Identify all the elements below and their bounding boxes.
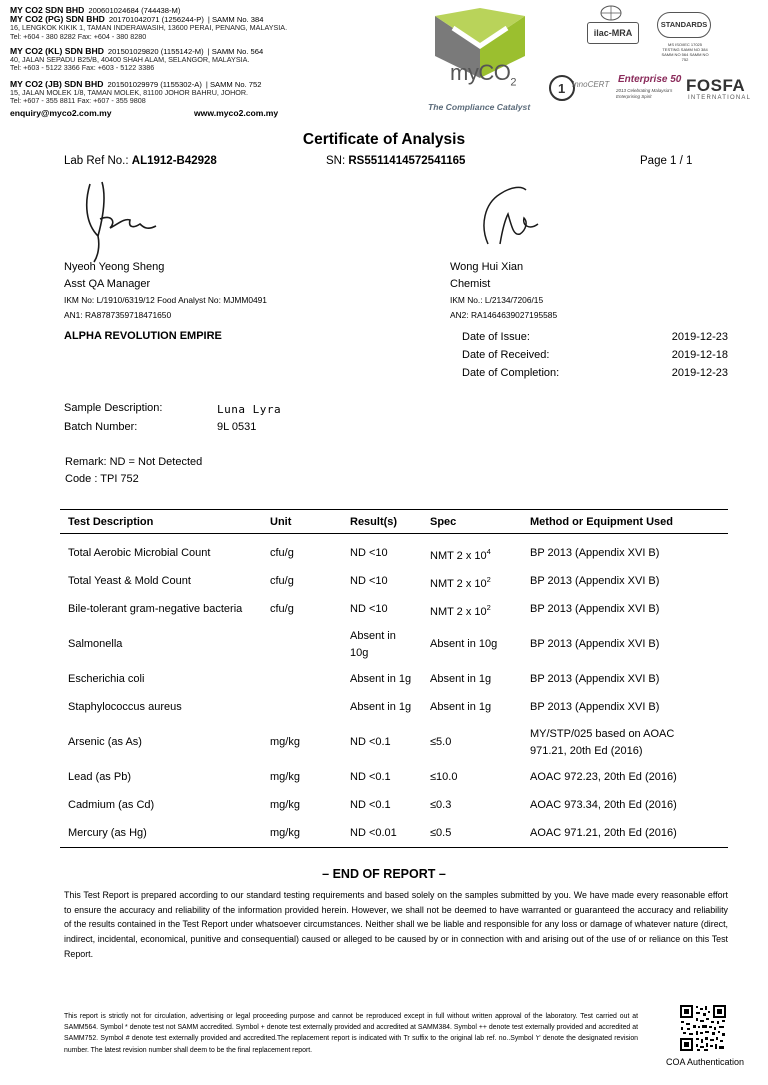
signatory-2-an: AN2: RA1464639027195585 (450, 310, 558, 320)
cell-spec: ≤0.3 (430, 799, 452, 811)
date-label: Date of Issue: (462, 331, 530, 343)
logo-tagline: The Compliance Catalyst (428, 102, 531, 112)
signatory-1-name: Nyeoh Yeong Sheng (64, 261, 165, 273)
cell-method: MY/STP/025 based on AOAC 971.21, 20th Ed (2016) (530, 727, 675, 757)
cell-unit: cfu/g (270, 575, 294, 587)
cell-method: AOAC 971.21, 20th Ed (2016) (530, 826, 677, 839)
standards-accreditation-text: MS ISO/IEC 17025 TESTING SAMM NO 384 SAMM NO 564 SAMM NO 752 (661, 42, 709, 62)
end-of-report: – END OF REPORT – (322, 867, 446, 881)
cell-spec (422, 568, 522, 596)
spec-text: NMT 2 x 10 (430, 605, 487, 618)
sn-value: RS5511414572541165 (348, 155, 466, 167)
table-row (60, 624, 728, 666)
cell-spec: ≤0.5 (430, 826, 452, 839)
cell-result: ND <0.1 (350, 799, 391, 811)
cell-desc: Salmonella (68, 638, 123, 650)
results-table (60, 509, 728, 848)
company-samm: | SAMM No. 752 (205, 80, 262, 89)
cell-result: ND <10 (350, 547, 388, 560)
date-row (462, 364, 728, 382)
dates-table (462, 328, 728, 382)
contact-website[interactable]: www.myco2.com.my (194, 108, 279, 118)
enterprise-50-subtext: 2013 Celebrating Malaysia's Enterprising Spirit (616, 88, 673, 99)
signature-1 (70, 174, 170, 264)
contact-email[interactable]: enquiry@myco2.com.my (10, 108, 112, 118)
company-address: 16, LENGKOK KIKIK 1, TAMAN INDERAWASIH, 13600 PERAI, PENANG, MALAYSIA. (10, 23, 288, 33)
cell-desc: Cadmium (as Cd) (68, 799, 155, 811)
table-row (60, 534, 728, 568)
serial-number (326, 155, 465, 167)
company-tel: Tel: +607 - 355 8811 Fax: +607 - 355 9808 (10, 96, 146, 106)
cell-spec: ≤5.0 (430, 736, 452, 748)
cell-method: BP 2013 (Appendix XVI B) (530, 673, 660, 685)
company-block (10, 80, 261, 106)
cell-spec: ≤10.0 (430, 771, 458, 783)
ilac-mra-badge (587, 22, 639, 44)
cell-unit: mg/kg (270, 771, 300, 783)
cell-method: AOAC 973.34, 20th Ed (2016) (530, 799, 677, 811)
fosfa-logo: FOSFA (686, 76, 746, 95)
cell-result: Absent in 1g (350, 673, 412, 685)
qr-code-icon[interactable] (679, 1004, 727, 1052)
company-samm: | SAMM No. 564 (207, 47, 264, 56)
logo-wordmark (450, 60, 516, 88)
batch-number-label: Batch Number: (64, 421, 138, 433)
spec-text: NMT 2 x 10 (430, 549, 487, 562)
cell-result: ND <0.1 (350, 771, 391, 783)
cell-method: AOAC 972.23, 20th Ed (2016) (530, 771, 677, 783)
company-reg: 201501029979 (1155302-A) (107, 80, 202, 89)
spec-exponent: 2 (486, 602, 491, 612)
cell-result: Absent in 10g (350, 629, 396, 659)
standards-badge (657, 12, 711, 38)
spec-exponent: 2 (486, 574, 491, 584)
signatory-1 (64, 259, 267, 323)
cell-unit: cfu/g (270, 547, 294, 560)
company-name: MY CO2 SDN BHD (10, 5, 85, 15)
date-value: 2019-12-23 (671, 331, 728, 343)
table-row (60, 764, 728, 792)
lab-ref (64, 155, 217, 167)
col-test-description: Test Description (60, 510, 262, 534)
date-row (462, 328, 728, 346)
company-reg: 201701042071 (1256244-P) (108, 15, 204, 25)
col-unit: Unit (262, 510, 342, 534)
document-title: Certificate of Analysis (302, 131, 466, 148)
col-results: Result(s) (342, 510, 422, 534)
company-block (10, 6, 287, 41)
table-row (60, 722, 728, 764)
sample-desc-label: Sample Description: (64, 402, 163, 414)
cell-desc: Mercury (as Hg) (68, 826, 147, 839)
company-reg: 200601024684 (744438-M) (88, 6, 181, 15)
table-row (60, 694, 728, 722)
signatory-1-ikm: IKM No: L/1910/6319/12 Food Analyst No: MJMM0491 (64, 295, 267, 305)
cell-unit: mg/kg (270, 826, 300, 839)
table-row (60, 568, 728, 596)
signatory-1-an: AN1: RA8787359718471650 (64, 310, 172, 320)
cell-result: ND <0.01 (350, 826, 397, 839)
remark: Remark: ND = Not Detected (65, 456, 203, 468)
lab-ref-label: Lab Ref No.: (64, 155, 129, 167)
cell-spec: Absent in 1g (430, 673, 492, 685)
signatory-2-ikm: IKM No.: L/2134/7206/15 (450, 295, 544, 305)
company-name: MY CO2 (KL) SDN BHD (10, 46, 104, 56)
cell-desc: Staphylococcus aureus (68, 701, 182, 713)
cell-spec (422, 596, 522, 624)
svg-text:1: 1 (558, 81, 566, 96)
cell-desc: Total Yeast & Mold Count (68, 575, 191, 587)
enterprise-50-label: Enterprise 50 (618, 74, 682, 85)
cell-result: Absent in 1g (350, 701, 412, 713)
cell-unit: cfu/g (270, 603, 294, 615)
client-name: ALPHA REVOLUTION EMPIRE (64, 330, 222, 342)
col-method: Method or Equipment Used (522, 510, 728, 534)
page-indicator: Page 1 / 1 (640, 155, 693, 167)
cell-result: ND <0.1 (350, 736, 391, 748)
code: Code : TPI 752 (65, 473, 139, 485)
lab-ref-value: AL1912-B42928 (131, 155, 217, 167)
date-value: 2019-12-23 (671, 367, 728, 379)
company-reg: 201501029820 (1155142-M) (107, 47, 204, 56)
footnote: This report is strictly not for circulation, advertising or legal proceeding purpose and cannot be reproduced except in full without written approval of the laboratory. Test carried out at SAMM564. Symbol * denote test not SAMM accredited. Symbol + denote test externally provided and accredited at SAMM384. Symbol ++ denote test externally provided and accredited at SAMM752. Symbol # denote test externally provided and accredited.The replacement report is indicated with Tr suffix to the original lab ref. no..Symbol 'r' denote the designated revision number. The latest revision number shall deem to be the final replacement report. (64, 1013, 638, 1054)
signatory-2-title: Chemist (450, 278, 491, 290)
cell-desc: Arsenic (as As) (68, 736, 142, 748)
table-row (60, 820, 728, 848)
world-globe-icon (600, 5, 622, 21)
date-row (462, 346, 728, 364)
company-tel: Tel: +604 - 380 8282 Fax: +604 - 380 8280 (10, 31, 147, 41)
table-row (60, 596, 728, 624)
cell-desc: Escherichia coli (68, 673, 145, 685)
logo-text: myCO (450, 60, 511, 85)
innocert-label: InnoCERT (572, 80, 610, 89)
date-label: Date of Received: (462, 349, 550, 361)
cell-method: BP 2013 (Appendix XVI B) (530, 701, 660, 713)
cell-method: BP 2013 (Appendix XVI B) (530, 575, 660, 587)
batch-number-value: 9L 0531 (217, 421, 257, 433)
cell-result: ND <10 (350, 575, 388, 587)
company-samm: | SAMM No. 384 (207, 15, 264, 25)
cell-method: BP 2013 (Appendix XVI B) (530, 547, 660, 560)
cell-unit (262, 694, 342, 722)
signature-2 (474, 174, 554, 258)
date-value: 2019-12-18 (671, 349, 728, 361)
cell-spec: Absent in 1g (430, 701, 492, 713)
cell-desc: Bile-tolerant gram-negative bacteria (68, 603, 243, 615)
cell-unit (262, 624, 342, 666)
cell-spec: Absent in 10g (430, 638, 498, 650)
cell-unit: mg/kg (270, 799, 300, 811)
signatory-1-title: Asst QA Manager (64, 278, 151, 290)
disclaimer: This Test Report is prepared according to our standard testing requirements and based solely on the samples submitted by you. We have made every reasonable effort to ensure the accuracy and reliability of the information provided herein. However, we shall not be deemed to have warranted or guaranteed the accuracy and reliability of the results contained in the Test Report under whatsoever circumstances. Neither shall we be liable and responsible for any loss or damage of whatever nature (direct, indirect, incidental, economical, punitive and consequential) caused or alleged to be caused by or in connection with and arising out of the use of or reliance on this Test Report. (64, 890, 728, 959)
cell-unit: mg/kg (270, 736, 300, 748)
cell-unit (262, 666, 342, 694)
table-row (60, 792, 728, 820)
spec-text: NMT 2 x 10 (430, 577, 487, 590)
company-block (10, 47, 263, 73)
cell-result: ND <10 (350, 603, 388, 615)
company-address: 15, JALAN MOLEK 1/8, TAMAN MOLEK, 81100 JOHOR BAHRU, JOHOR. (10, 88, 249, 98)
logo-subscript: 2 (510, 76, 516, 89)
cell-spec (422, 534, 522, 568)
company-name: MY CO2 (JB) SDN BHD (10, 79, 104, 89)
ilac-label: ilac-MRA (593, 28, 633, 38)
company-address: 40, JALAN SEPADU B25/B, 40400 SHAH ALAM, SELANGOR, MALAYSIA. (10, 55, 250, 65)
col-spec: Spec (422, 510, 522, 534)
standards-label: STANDARDS (660, 20, 708, 29)
sample-desc-value: Luna Lyra (217, 403, 282, 416)
company-tel: Tel: +603 - 5122 3366 Fax: +603 - 5122 3386 (10, 63, 155, 73)
spec-exponent: 4 (486, 546, 491, 556)
sn-label: SN: (326, 155, 346, 167)
signatory-2-name: Wong Hui Xian (450, 261, 524, 273)
coa-authentication-label: COA Authentication (666, 1057, 745, 1067)
table-row (60, 666, 728, 694)
date-label: Date of Completion: (462, 367, 560, 379)
cell-desc: Total Aerobic Microbial Count (68, 547, 211, 560)
cell-method: BP 2013 (Appendix XVI B) (530, 638, 660, 650)
table-header-row (60, 510, 728, 534)
cell-desc: Lead (as Pb) (68, 771, 131, 783)
fosfa-subtitle: INTERNATIONAL (688, 95, 752, 101)
company-name: MY CO2 (PG) SDN BHD (10, 14, 105, 25)
cell-method: BP 2013 (Appendix XVI B) (530, 603, 660, 615)
signatory-2 (450, 259, 557, 323)
